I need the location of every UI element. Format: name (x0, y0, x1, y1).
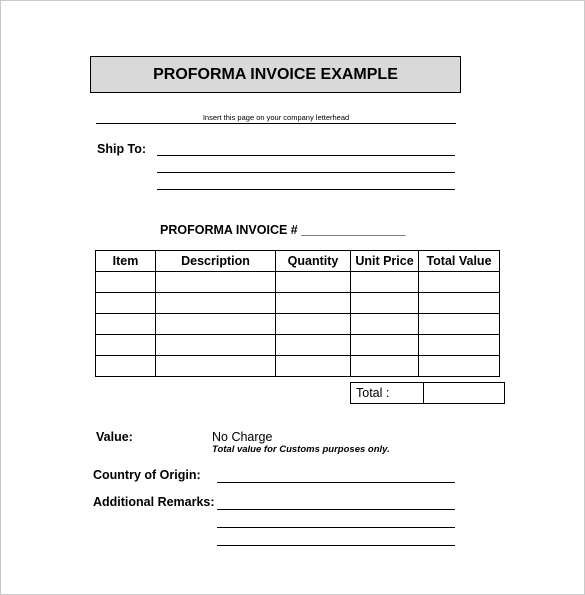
cell-quantity[interactable] (276, 356, 351, 377)
cell-item[interactable] (96, 356, 156, 377)
total-value-cell[interactable] (424, 383, 505, 404)
country-of-origin-label: Country of Origin: (93, 468, 201, 482)
cell-quantity[interactable] (276, 335, 351, 356)
header-unit-price: Unit Price (351, 251, 419, 272)
cell-unit-price[interactable] (351, 356, 419, 377)
letterhead-hint: Insert this page on your company letterhead (202, 113, 350, 122)
cell-unit-price[interactable] (351, 293, 419, 314)
cell-total-value[interactable] (419, 314, 500, 335)
ship-to-label: Ship To: (97, 142, 147, 156)
ship-to-line-1[interactable] (157, 155, 455, 156)
cell-total-value[interactable] (419, 293, 500, 314)
total-row (351, 383, 505, 404)
value-text: No Charge (212, 430, 273, 444)
cell-unit-price[interactable] (351, 335, 419, 356)
total-label: Total : (351, 383, 424, 404)
header-total-value: Total Value (419, 251, 500, 272)
cell-description[interactable] (156, 356, 276, 377)
cell-item[interactable] (96, 293, 156, 314)
cell-unit-price[interactable] (351, 272, 419, 293)
country-of-origin-line[interactable] (217, 482, 455, 483)
cell-description[interactable] (156, 293, 276, 314)
remarks-line-2[interactable] (217, 527, 455, 528)
cell-description[interactable] (156, 314, 276, 335)
ship-to-line-2[interactable] (157, 172, 455, 173)
cell-quantity[interactable] (276, 314, 351, 335)
additional-remarks-label: Additional Remarks: (93, 495, 215, 509)
table-header-row (96, 251, 500, 272)
remarks-line-1[interactable] (217, 509, 455, 510)
table-row (96, 356, 500, 377)
cell-item[interactable] (96, 272, 156, 293)
cell-total-value[interactable] (419, 272, 500, 293)
cell-description[interactable] (156, 272, 276, 293)
value-label: Value: (96, 430, 133, 444)
document-title: PROFORMA INVOICE EXAMPLE (90, 56, 461, 93)
table-row (96, 272, 500, 293)
header-quantity: Quantity (276, 251, 351, 272)
cell-unit-price[interactable] (351, 314, 419, 335)
cell-quantity[interactable] (276, 272, 351, 293)
total-table (350, 382, 505, 404)
ship-to-line-3[interactable] (157, 189, 455, 190)
letterhead-rule (96, 123, 456, 124)
table-row (96, 293, 500, 314)
cell-item[interactable] (96, 314, 156, 335)
cell-item[interactable] (96, 335, 156, 356)
remarks-line-3[interactable] (217, 545, 455, 546)
cell-description[interactable] (156, 335, 276, 356)
customs-note: Total value for Customs purposes only. (212, 444, 390, 455)
header-description: Description (156, 251, 276, 272)
cell-total-value[interactable] (419, 335, 500, 356)
invoice-number-label: PROFORMA INVOICE # _______________ (160, 223, 406, 237)
table-row (96, 335, 500, 356)
table-row (96, 314, 500, 335)
items-table (95, 250, 500, 377)
cell-total-value[interactable] (419, 356, 500, 377)
header-item: Item (96, 251, 156, 272)
cell-quantity[interactable] (276, 293, 351, 314)
